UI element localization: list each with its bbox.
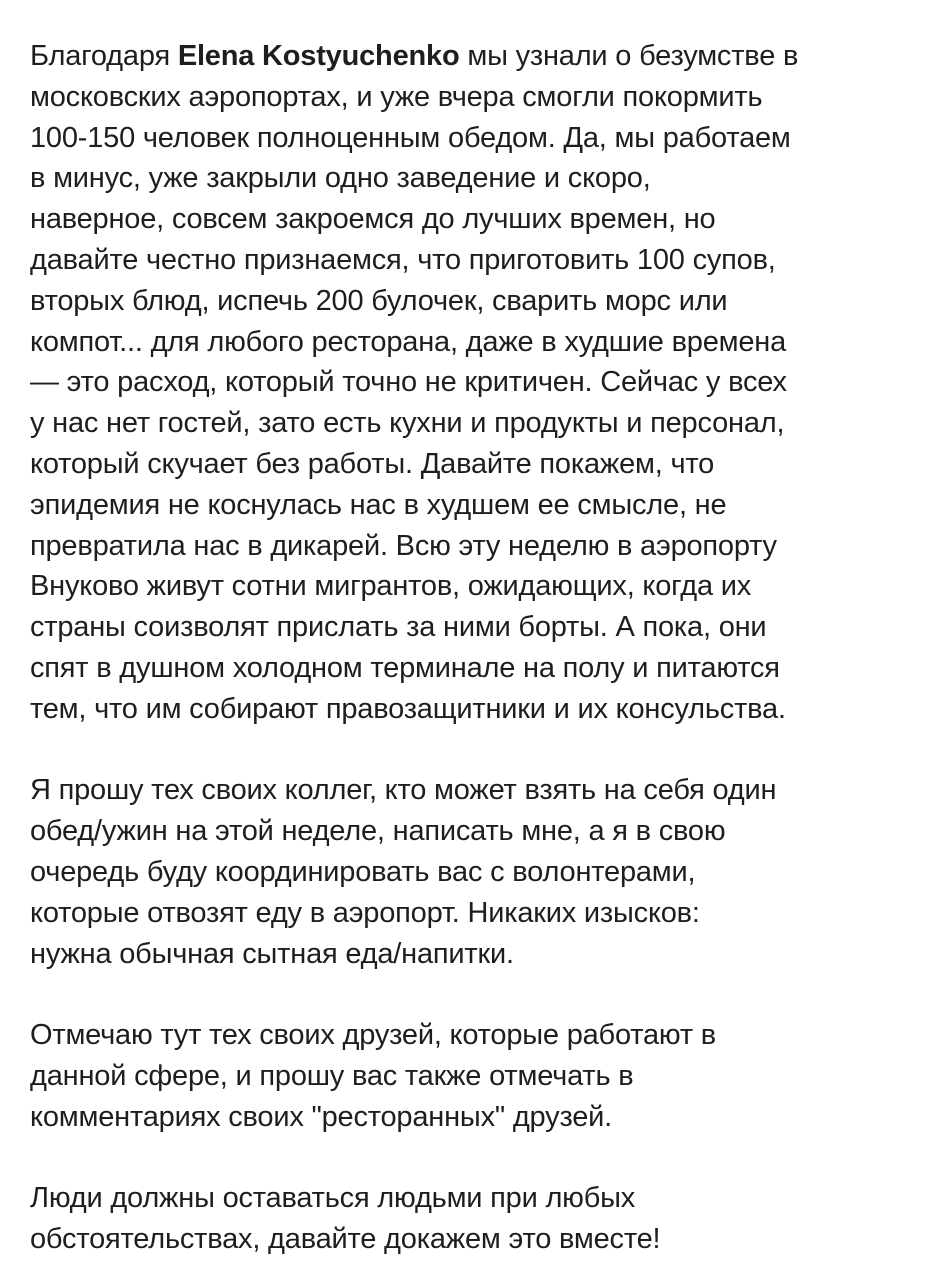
text-line: вторых блюд, испечь 200 булочек, сварить морс или bbox=[30, 284, 728, 317]
text-line: спят в душном холодном терминале на полу и питаются bbox=[30, 651, 780, 684]
text-line: превратила нас в дикарей. Всю эту неделю в аэропорту bbox=[30, 529, 777, 562]
paragraph-1 bbox=[30, 36, 920, 730]
text-line: у нас нет гостей, зато есть кухни и продукты и персонал, bbox=[30, 407, 785, 440]
text-line: которые отвозят еду в аэропорт. Никаких изысков: bbox=[30, 896, 700, 929]
text-line: комментариях своих "ресторанных" друзей. bbox=[30, 1100, 612, 1133]
text-line bbox=[30, 36, 920, 77]
paragraph-3 bbox=[30, 1015, 920, 1137]
text-line: компот... для любого ресторана, даже в худшие времена bbox=[30, 325, 787, 358]
text-line: Отмечаю тут тех своих друзей, которые работают в bbox=[30, 1019, 716, 1052]
text-line: Внуково живут сотни мигрантов, ожидающих, когда их bbox=[30, 570, 752, 603]
text-line: московских аэропортах, и уже вчера смогли покормить bbox=[30, 80, 763, 113]
text-line: очередь буду координировать вас с волонтерами, bbox=[30, 855, 696, 888]
text-line: Я прошу тех своих коллег, кто может взять на себя один bbox=[30, 774, 777, 807]
text-line: страны соизволят прислать за ними борты. А пока, они bbox=[30, 611, 767, 644]
text-line: обстоятельствах, давайте докажем это вместе! bbox=[30, 1223, 661, 1256]
text-line: нужна обычная сытная еда/напитки. bbox=[30, 937, 514, 970]
paragraph-2 bbox=[30, 770, 920, 974]
text-line: тем, что им собирают правозащитники и их консульства. bbox=[30, 692, 786, 725]
text-segment: мы узнали о безумстве в bbox=[459, 40, 799, 72]
text-line: наверное, совсем закроемся до лучших времен, но bbox=[30, 203, 716, 236]
text-line: давайте честно признаемся, что приготовить 100 супов, bbox=[30, 243, 776, 276]
text-line: Люди должны оставаться людьми при любых bbox=[30, 1182, 636, 1215]
mention-link-elena-kostyuchenko[interactable]: Elena Kostyuchenko bbox=[177, 40, 460, 72]
text-segment: Благодаря bbox=[30, 40, 178, 72]
text-line: эпидемия не коснулась нас в худшем ее смысле, не bbox=[30, 488, 727, 521]
text-line: обед/ужин на этой неделе, написать мне, а я в свою bbox=[30, 815, 726, 848]
text-line: — это расход, который точно не критичен. Сейчас у всех bbox=[30, 366, 787, 399]
post-body bbox=[30, 36, 920, 1260]
text-line: в минус, уже закрыли одно заведение и скоро, bbox=[30, 162, 651, 195]
text-line: данной сфере, и прошу вас также отмечать в bbox=[30, 1059, 634, 1092]
paragraph-4 bbox=[30, 1178, 920, 1260]
text-line: 100-150 человек полноценным обедом. Да, мы работаем bbox=[30, 121, 791, 154]
text-line: который скучает без работы. Давайте покажем, что bbox=[30, 447, 715, 480]
